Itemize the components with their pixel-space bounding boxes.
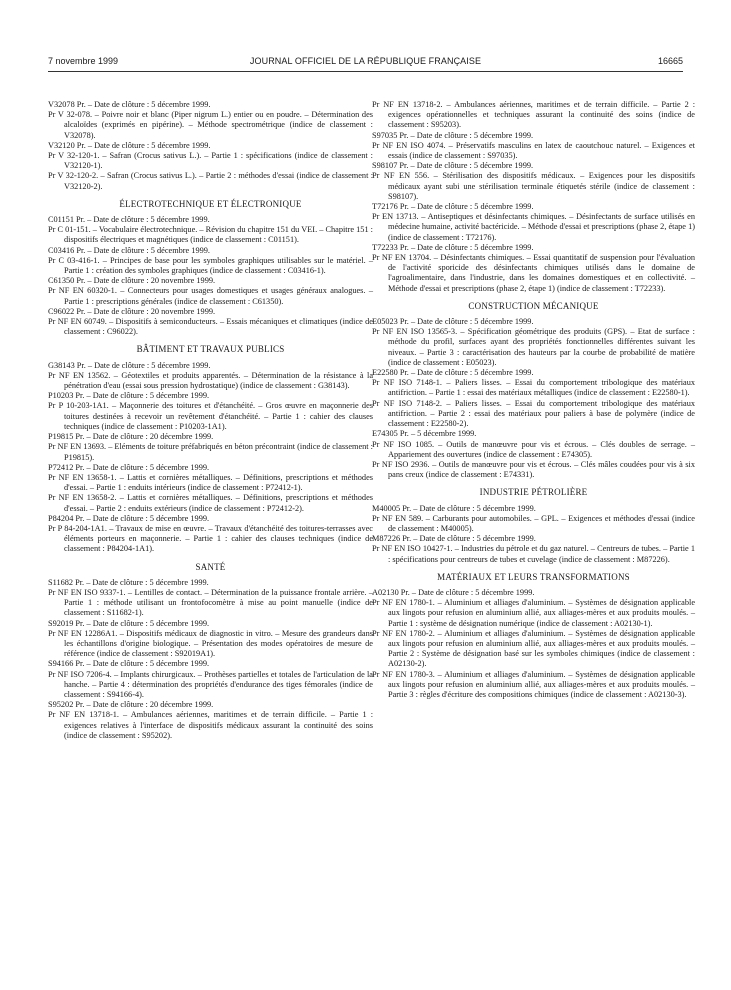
notice-entry: Pr NF EN 589. – Carburants pour automobiles. – GPL. – Exigences et méthodes d'essai (indice de classement : M40005). [372,513,695,533]
notice-entry: S97035 Pr. – Date de clôture : 5 décembre 1999. [372,130,534,140]
notice-entry: P10203 Pr. – Date de clôture : 5 décembre 1999. [48,391,210,401]
notice-entry: Pr NF ISO 7148-2. – Paliers lisses. – Essai du comportement tribologique des matériaux antifriction. – Partie 2 : essai des matériaux pour paliers à base de polymère (indice de classement : E22580-2). [372,398,695,429]
header-page-number: 16665 [657,56,683,66]
notice-entry: Pr EN 13713. – Antiseptiques et désinfectants chimiques. – Désinfectants de surface utilisés en médecine humaine, activité bactéricide. – Méthode d'essai et prescriptions (phase 2, étape 1) (indice de classement : T72176). [372,212,695,242]
notice-entry: Pr NF EN 60320-1. – Connecteurs pour usages domestiques et usages généraux analogues. – Partie 1 : prescriptions générales (indice de classement : C61350). [48,286,373,306]
notice-entry: Pr NF EN 13693. – Eléments de toiture préfabriqués en béton précontraint (indice de classement : P19815). [48,442,373,462]
notice-entry: V32078 Pr. – Date de clôture : 5 décembre 1999. [48,100,211,109]
notice-entry: V32120 Pr. – Date de clôture : 5 décembre 1999. [48,140,211,150]
page-header [48,56,683,70]
notice-entry: S94166 Pr. – Date de clôture : 5 décembre 1999. [48,659,210,669]
section-heading: MATÉRIAUX ET LEURS TRANSFORMATIONS [437,571,630,582]
notice-entry: Pr C 03-416-1. – Principes de base pour les symboles graphiques utilisables sur le matériel. – Partie 1 : création des symboles graphiques (indice de classement : C03416-1). [48,255,373,276]
notice-entry: Pr NF EN 13718-1. – Ambulances aériennes, maritimes et de terrain difficile. – Partie 1 : exigences relatives à l'interface de dispositifs médicaux assurant la continuité des soins (indice de classement : S95202). [48,710,373,740]
notice-entry: Pr NF EN ISO 4074. – Préservatifs masculins en latex de caoutchouc naturel. – Exigences et essais (indice de classement : S97035). [372,140,695,161]
notice-entry: Pr P 10-203-1A1. – Maçonnerie des toitures et d'étanchéité. – Gros œuvre en maçonnerie des toitures destinées à recevoir un revêtement d'étanchéité. – Partie 1 : cahier des clauses techniques (indice de classement : P10203-1A1). [48,401,373,431]
section-heading: CONSTRUCTION MÉCANIQUE [468,300,599,311]
notice-entry: C01151 Pr. – Date de clôture : 5 décembre 1999. [48,215,210,225]
notice-entry: Pr NF ISO 7206-4. – Implants chirurgicaux. – Prothèses partielles et totales de l'articulation de la hanche. – Partie 4 : détermination des propriétés d'endurance des tiges fémorales (indice de classement : S94166-4). [48,669,373,699]
notice-entry: Pr NF EN ISO 13565-3. – Spécification géométrique des produits (GPS). – Etat de surface : méthode du profil, surfaces ayant des propriétés fonctionnelles différentes suivant les niveaux. – Partie 3 : caractérisation des hauteurs par la courbe de probabilité de matière (indice de classement : E05023). [372,327,695,367]
notice-entry: Pr V 32-078. – Poivre noir et blanc (Piper nigrum L.) entier ou en poudre. – Détermination des alcaloïdes (exprimés en pipérine). – Méthode spectrométrique (indice de classement : V32078). [48,110,373,140]
notice-entry: Pr NF EN 13562. – Géotextiles et produits apparentés. – Détermination de la résistance à la pénétration d'eau (essai sous pression hydrostatique) (indice de classement : G38143). [48,370,373,391]
notice-entry: T72176 Pr. – Date de clôture : 5 décembre 1999. [372,202,534,212]
section-heading: SANTÉ [195,561,226,572]
notice-entry: C03416 Pr. – Date de clôture : 5 décembre 1999. [48,245,210,255]
section-heading: ÉLECTROTECHNIQUE ET ÉLECTRONIQUE [119,198,302,209]
notice-entry: S11682 Pr. – Date de clôture : 5 décembre 1999. [48,577,209,587]
notice-entry: Pr NF ISO 1085. – Outils de manœuvre pour vis et écrous. – Clés doubles de serrage. – Appariement des ouvertures (indice de classement : E74305). [372,439,695,459]
notice-entry: Pr C 01-151. – Vocabulaire électrotechnique. – Révision du chapitre 151 du VEI. – Chapitre 151 : dispositifs électriques et magnétiques (indice de classement : C01151). [48,225,373,245]
notice-entry: Pr NF EN 13658-1. – Lattis et cornières métalliques. – Définitions, prescriptions et méthodes d'essai. – Partie 1 : enduits intérieurs (indice de classement : P72412-1). [48,472,373,493]
notice-entry: Pr NF EN 13658-2. – Lattis et cornières métalliques. – Définitions, prescriptions et méthodes d'essai. – Partie 2 : enduits extérieurs (indice de classement : P72412-2). [48,493,373,513]
notice-entry: E74305 Pr. – 5 décembre 1999. [372,429,477,439]
notice-entry: P72412 Pr. – Date de clôture : 5 décembre 1999. [48,462,210,472]
notice-entry: Pr NF EN ISO 9337-1. – Lentilles de contact. – Détermination de la puissance frontale arrière. – Partie 1 : méthode utilisant un frontofocomètre à mise au point manuelle (indice de classement : S11682-1). [48,587,373,618]
notice-entry: S92019 Pr. – Date de clôture : 5 décembre 1999. [48,618,210,628]
notice-entry: M87226 Pr. – Date de clôture : 5 décembre 1999. [372,534,536,544]
notice-entry: A02130 Pr. – Date de clôture : 5 décembre 1999. [372,587,535,597]
notice-entry: G38143 Pr. – Date de clôture : 5 décembre 1999. [48,360,211,370]
notice-entry: Pr NF EN 13704. – Désinfectants chimiques. – Essai quantitatif de suspension pour l'évaluation de l'activité sporicide des désinfectants chimiques utilisés dans le domaine de l'agroalimentaire, dans l'industrie, dans les domaines domestiques et en collectivité. – Méthode d'essai et prescriptions (phase 2, étape 1) (indice de classement : T72233). [372,253,695,293]
notice-entry: Pr V 32-120-1. – Safran (Crocus sativus L.). – Partie 1 : spécifications (indice de classement : V32120-1). [48,151,373,171]
section-heading: INDUSTRIE PÉTROLIÈRE [479,487,588,498]
header-date: 7 novembre 1999 [48,56,119,66]
notice-entry: Pr NF EN 60749. – Dispositifs à semiconducteurs. – Essais mécaniques et climatiques (indice de classement : C96022). [48,317,373,337]
notice-entry: Pr NF EN 1780-1. – Aluminium et alliages d'aluminium. – Systèmes de désignation applicable aux lingots pour refusion en aluminium allié, aux alliages-mères et aux produits moulés. – Partie 1 : système de désignation numérique (indice de classement : A02130-1). [372,598,695,628]
notice-entry: M40005 Pr. – Date de clôture : 5 décembre 1999. [372,503,536,513]
section-heading: BÂTIMENT ET TRAVAUX PUBLICS [136,344,285,355]
notice-entry: Pr V 32-120-2. – Safran (Crocus sativus L.). – Partie 2 : méthodes d'essai (indice de classement : V32120-2). [48,171,373,191]
notice-entry: C96022 Pr. – Date de clôture : 20 novembre 1999. [48,306,216,316]
header-rule [48,71,683,72]
notice-entry: Pr NF EN ISO 10427-1. – Industries du pétrole et du gaz naturel. – Centreurs de tubes. – Partie 1 : spécifications pour centreurs de tubes et cuvelage (indice de classement : M87226). [372,544,695,564]
notice-entry: S95202 Pr. – Date de clôture : 20 décembre 1999. [48,700,214,710]
right-column [372,100,695,700]
notice-entry: C61350 Pr. – Date de clôture : 20 novembre 1999. [48,276,216,286]
notice-entry: Pr NF EN 1780-3. – Aluminium et alliages d'aluminium. – Systèmes de désignation applicable aux lingots pour refusion en aluminium allié, aux alliages-mères et aux produits moulés. – Partie 3 : règles d'écriture des compositions chimiques (indice de classement : A02130-3). [372,669,695,699]
notice-entry: E22580 Pr. – Date de clôture : 5 décembre 1999. [372,368,534,378]
left-column [48,100,373,741]
notice-entry: Pr NF EN 13718-2. – Ambulances aériennes, maritimes et de terrain difficile. – Partie 2 : exigences opérationnelles et techniques assurant la continuité des soins (indice de classement : S95203). [372,100,695,130]
notice-entry: P19815 Pr. – Date de clôture : 20 décembre 1999. [48,432,214,442]
notice-entry: Pr NF EN 1780-2. – Aluminium et alliages d'aluminium. – Systèmes de désignation applicable aux lingots pour refusion en aluminium allié, aux alliages-mères et aux produits moulés. – Partie 2 : Système de désignation basé sur les symboles chimiques (indice de classement : A02130-2). [372,628,695,669]
notice-entry: S98107 Pr. – Date de clôture : 5 décembre 1999. [372,161,534,171]
notice-entry: P84204 Pr. – Date de clôture : 5 décembre 1999. [48,513,210,523]
notice-entry: Pr NF ISO 2936. – Outils de manœuvre pour vis et écrous. – Clés mâles coudées pour vis à six pans creux (indice de classement : E74331). [372,459,695,480]
notice-entry: T72233 Pr. – Date de clôture : 5 décembre 1999. [372,242,534,252]
notice-entry: Pr NF EN 556. – Stérilisation des dispositifs médicaux. – Exigences pour les dispositifs médicaux ayant subi une stérilisation terminale étiquetés stérile (indice de classement : S98107). [372,171,695,201]
notice-entry: Pr P 84-204-1A1. – Travaux de mise en œuvre. – Travaux d'étanchéité des toitures-terrasses avec éléments porteurs en maçonnerie. – Partie 1 : cahier des clauses techniques (indice de classement : P84204-1A1). [48,523,373,554]
notice-entry: Pr NF ISO 7148-1. – Paliers lisses. – Essai du comportement tribologique des matériaux antifriction. – Partie 1 : essai des matériaux métalliques (indice de classement : E22580-1). [372,378,695,398]
notice-entry: Pr NF EN 12286A1. – Dispositifs médicaux de diagnostic in vitro. – Mesure des grandeurs dans les échantillons d'origine biologique. – Présentation des modes opératoires de mesure de référence (indice de classement : S92019A1). [48,628,373,659]
notice-entry: E05023 Pr. – Date de clôture : 5 décembre 1999. [372,317,534,327]
header-title: JOURNAL OFFICIEL DE LA RÉPUBLIQUE FRANÇAISE [249,56,482,66]
